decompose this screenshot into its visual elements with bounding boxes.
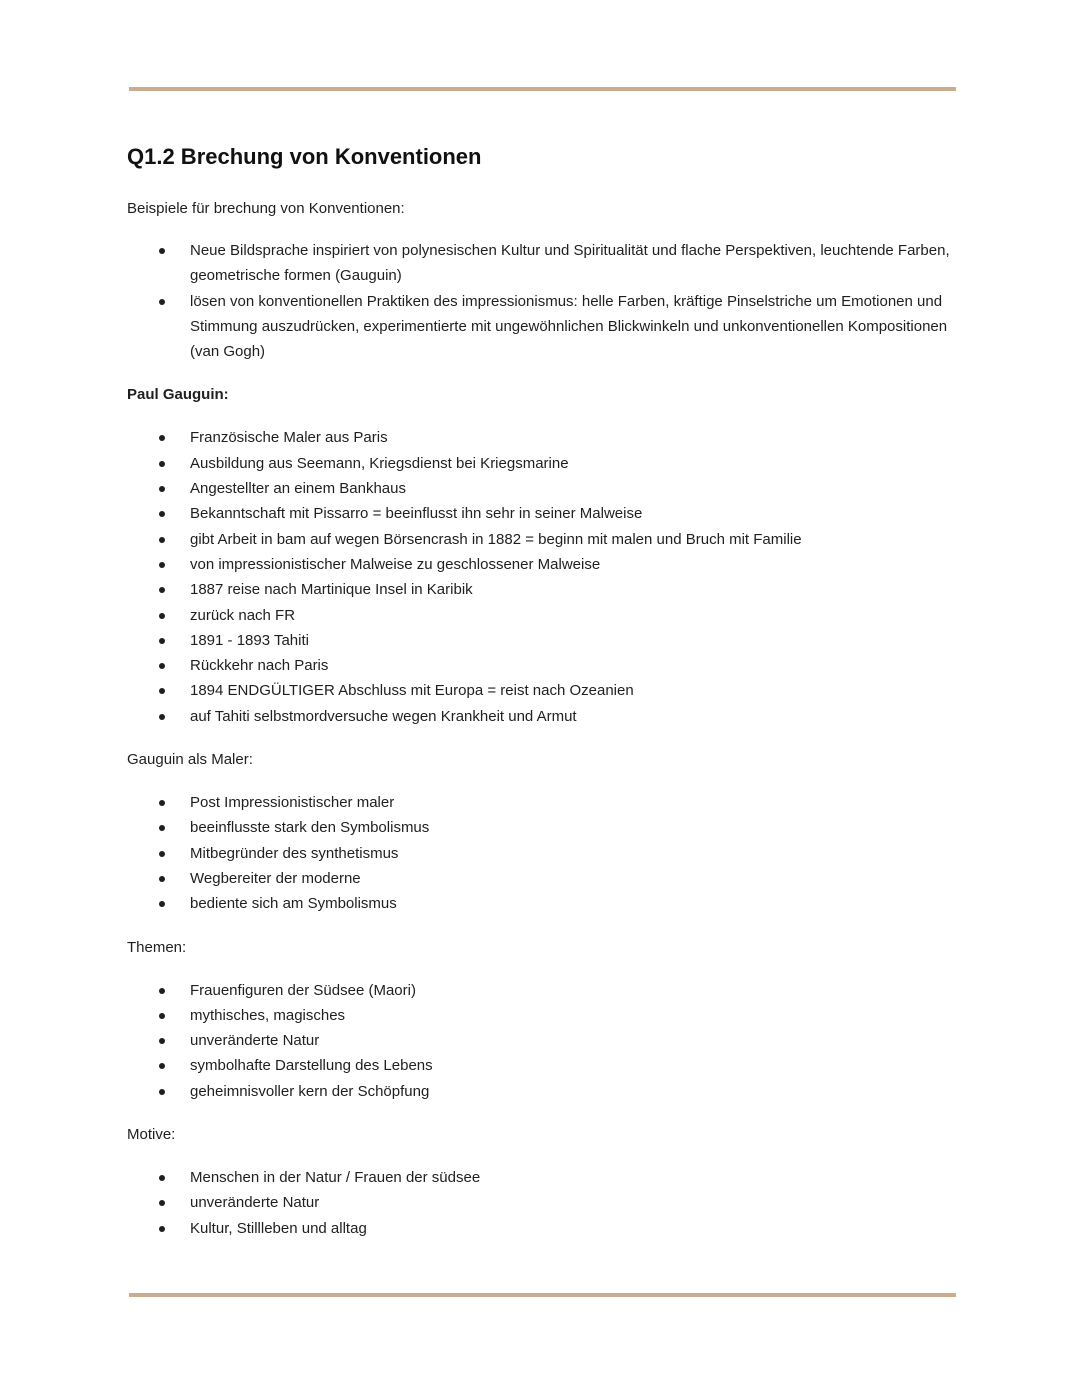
- list-item: [127, 603, 957, 628]
- list-item: [127, 425, 957, 450]
- bullet-icon: [159, 435, 165, 441]
- list-item-text: Angestellter an einem Bankhaus: [190, 480, 406, 498]
- list-item-text: Wegbereiter der moderne: [190, 869, 361, 887]
- list-item-text: Ausbildung aus Seemann, Kriegsdienst bei Kriegsmarine: [190, 454, 569, 472]
- document-body: [127, 138, 957, 1241]
- bullet-icon: [159, 1013, 165, 1019]
- list-item-text: von impressionistischer Malweise zu geschlossener Malweise: [190, 555, 601, 573]
- bullet-icon: [159, 461, 165, 467]
- bullet-icon: [159, 248, 165, 254]
- list-item: [127, 790, 957, 815]
- list-item-text: Bekanntschaft mit Pissarro = beeinflusst ihn sehr in seiner Malweise: [190, 505, 643, 523]
- list-item: [127, 527, 957, 552]
- list-item-text: Neue Bildsprache inspiriert von polynesischen Kultur und Spiritualität und flache Perspektiven, leuchtende Farben, geometrische formen (Gauguin): [190, 242, 950, 285]
- bullet-icon: [159, 299, 165, 305]
- list-item: [127, 678, 957, 703]
- section-heading-motive: Motive:: [127, 1126, 176, 1144]
- bottom-divider: [129, 1293, 956, 1297]
- list-item: [127, 451, 957, 476]
- list-item-text: Französische Maler aus Paris: [190, 429, 388, 447]
- list-item: [127, 1003, 957, 1028]
- biography-list: [127, 425, 957, 729]
- bullet-icon: [159, 562, 165, 568]
- list-item-text: Rückkehr nach Paris: [190, 657, 329, 675]
- list-item-text: beeinflusste stark den Symbolismus: [190, 819, 430, 837]
- bullet-icon: [159, 1200, 165, 1206]
- list-item: [127, 815, 957, 840]
- bullet-icon: [159, 587, 165, 593]
- list-item-text: symbolhafte Darstellung des Lebens: [190, 1057, 433, 1075]
- list-item-text: Frauenfiguren der Südsee (Maori): [190, 981, 416, 999]
- list-item: [127, 704, 957, 729]
- bullet-icon: [159, 825, 165, 831]
- bullet-icon: [159, 876, 165, 882]
- bullet-icon: [159, 851, 165, 857]
- list-item: [127, 289, 957, 365]
- intro-list: [127, 238, 957, 364]
- list-item-text: unveränderte Natur: [190, 1032, 320, 1050]
- section-heading-paul-gauguin: Paul Gauguin:: [127, 386, 229, 404]
- list-item: [127, 628, 957, 653]
- top-divider: [129, 87, 956, 91]
- list-item: [127, 552, 957, 577]
- list-item: [127, 1165, 957, 1190]
- section-heading-themen: Themen:: [127, 938, 187, 956]
- list-item-text: mythisches, magisches: [190, 1006, 346, 1024]
- list-item-text: 1894 ENDGÜLTIGER Abschluss mit Europa = reist nach Ozeanien: [190, 682, 634, 700]
- list-item: [127, 1053, 957, 1078]
- list-item-text: Post Impressionistischer maler: [190, 794, 395, 812]
- list-item: [127, 577, 957, 602]
- list-item: [127, 501, 957, 526]
- bullet-icon: [159, 613, 165, 619]
- bullet-icon: [159, 800, 165, 806]
- list-item: [127, 841, 957, 866]
- bullet-icon: [159, 537, 165, 543]
- list-item: [127, 1216, 957, 1241]
- bullet-icon: [159, 1226, 165, 1232]
- page-title: Q1.2 Brechung von Konventionen: [127, 144, 482, 169]
- themes-list: [127, 978, 957, 1104]
- intro-text: Beispiele für brechung von Konventionen:: [127, 200, 405, 217]
- list-item-text: Kultur, Stillleben und alltag: [190, 1219, 367, 1237]
- painter-traits-list: [127, 790, 957, 916]
- bullet-icon: [159, 663, 165, 669]
- list-item: [127, 476, 957, 501]
- list-item: [127, 1028, 957, 1053]
- list-item-text: geheimnisvoller kern der Schöpfung: [190, 1082, 430, 1100]
- list-item-text: Mitbegründer des synthetismus: [190, 844, 399, 862]
- bullet-icon: [159, 988, 165, 994]
- list-item: [127, 866, 957, 891]
- list-item: [127, 238, 957, 289]
- list-item-text: unveränderte Natur: [190, 1194, 320, 1212]
- motifs-list: [127, 1165, 957, 1241]
- list-item-text: Menschen in der Natur / Frauen der südsee: [190, 1169, 481, 1187]
- list-item: [127, 1190, 957, 1215]
- list-item: [127, 978, 957, 1003]
- list-item: [127, 891, 957, 916]
- bullet-icon: [159, 901, 165, 907]
- list-item: [127, 1079, 957, 1104]
- bullet-icon: [159, 638, 165, 644]
- list-item-text: 1887 reise nach Martinique Insel in Karibik: [190, 581, 473, 599]
- list-item-text: zurück nach FR: [190, 606, 296, 624]
- bullet-icon: [159, 1175, 165, 1181]
- list-item: [127, 653, 957, 678]
- bullet-icon: [159, 511, 165, 517]
- list-item-text: bediente sich am Symbolismus: [190, 895, 397, 913]
- list-item-text: 1891 - 1893 Tahiti: [190, 631, 309, 649]
- bullet-icon: [159, 688, 165, 694]
- bullet-icon: [159, 1063, 165, 1069]
- bullet-icon: [159, 1089, 165, 1095]
- bullet-icon: [159, 1038, 165, 1044]
- list-item-text: lösen von konventionellen Praktiken des impressionismus: helle Farben, kräftige Pinselstriche um Emotionen und Stimmung auszudrücken, experimentierte mit ungewöhnlichen Blickwinkeln und unkonventionellen Kompositionen (van Gogh): [190, 292, 948, 361]
- bullet-icon: [159, 714, 165, 720]
- section-heading-gauguin-als-maler: Gauguin als Maler:: [127, 751, 253, 769]
- bullet-icon: [159, 486, 165, 492]
- list-item-text: auf Tahiti selbstmordversuche wegen Krankheit und Armut: [190, 707, 577, 725]
- list-item-text: gibt Arbeit in bam auf wegen Börsencrash in 1882 = beginn mit malen und Bruch mit Familie: [190, 530, 802, 548]
